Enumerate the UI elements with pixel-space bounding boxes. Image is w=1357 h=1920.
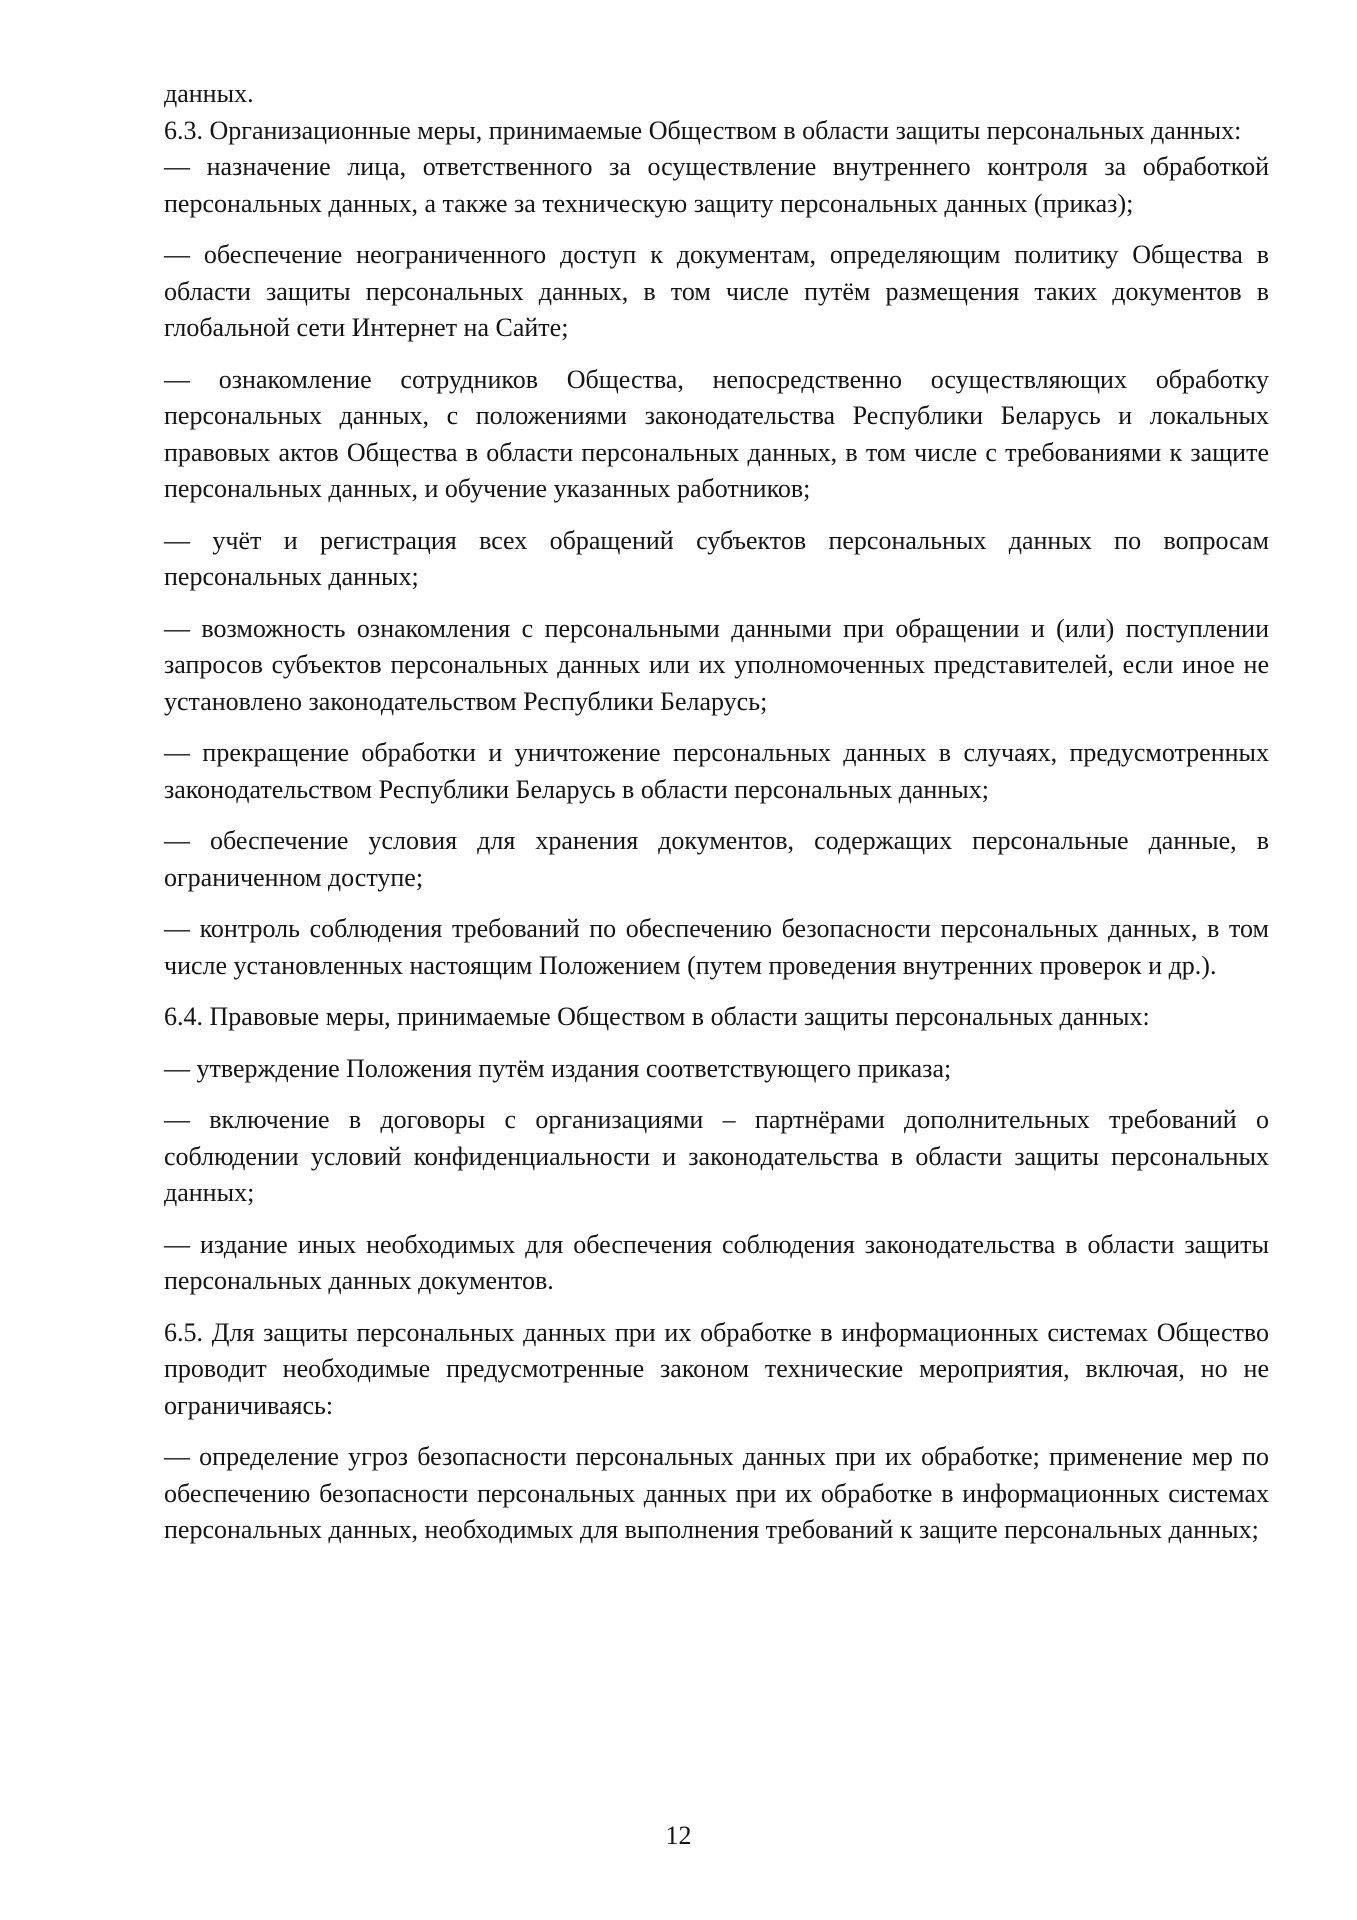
list-item: — учёт и регистрация всех обращений субъектов персональных данных по вопросам персональных данных;: [164, 525, 1269, 591]
section-6-3-heading: 6.3. Организационные меры, принимаемые Обществом в области защиты персональных данных:: [164, 115, 1242, 145]
list-item: — возможность ознакомления с персональными данными при обращении и (или) поступлении запросов субъектов персональных данных или их уполномоченных представителей, если иное не установлено законодательством Республики Беларусь;: [164, 613, 1269, 716]
page-number: 12: [665, 1821, 692, 1850]
section-6-5-heading: 6.5. Для защиты персональных данных при их обработке в информационных системах Общество проводит необходимые предусмотренные законом технические мероприятия, включая, но не ограничиваясь:: [164, 1317, 1269, 1420]
list-item: — включение в договоры с организациями – партнёрами дополнительных требований о соблюдении условий конфиденциальности и законодательства в области защиты персональных данных;: [164, 1105, 1269, 1207]
paragraph-continuation: данных.: [164, 79, 254, 108]
list-item: — издание иных необходимых для обеспечения соблюдения законодательства в области защиты персональных данных документов.: [164, 1229, 1269, 1295]
list-item: — ознакомление сотрудников Общества, непосредственно осуществляющих обработку персональных данных, с положениями законодательства Республики Беларусь и локальных правовых актов Общества в области персональных данных, в том числе с требованиями к защите персональных данных, и обучение указанных работников;: [164, 364, 1269, 503]
list-item: — обеспечение неограниченного доступ к документам, определяющим политику Общества в области защиты персональных данных, в том числе путём размещения таких документов в глобальной сети Интернет на Сайте;: [164, 240, 1269, 342]
document-body: [164, 76, 1269, 1549]
list-item: — определение угроз безопасности персональных данных при их обработке; применение мер по обеспечению безопасности персональных данных при их обработке в информационных системах персональных данных, необходимых для выполнения требований к защите персональных данных;: [164, 1442, 1269, 1544]
list-item: — контроль соблюдения требований по обеспечению безопасности персональных данных, в том числе установленных настоящим Положением (путем проведения внутренних проверок и др.).: [164, 914, 1269, 980]
list-item: — прекращение обработки и уничтожение персональных данных в случаях, предусмотренных законодательством Республики Беларусь в области персональных данных;: [164, 738, 1269, 804]
list-item: — утверждение Положения путём издания соответствующего приказа;: [164, 1053, 952, 1083]
section-6-4-heading: 6.4. Правовые меры, принимаемые Обществом в области защиты персональных данных:: [164, 1002, 1150, 1031]
list-item: — назначение лица, ответственного за осуществление внутреннего контроля за обработкой персональных данных, а также за техническую защиту персональных данных (приказ);: [164, 152, 1269, 218]
list-item: — обеспечение условия для хранения документов, содержащих персональные данные, в ограниченном доступе;: [164, 826, 1269, 892]
